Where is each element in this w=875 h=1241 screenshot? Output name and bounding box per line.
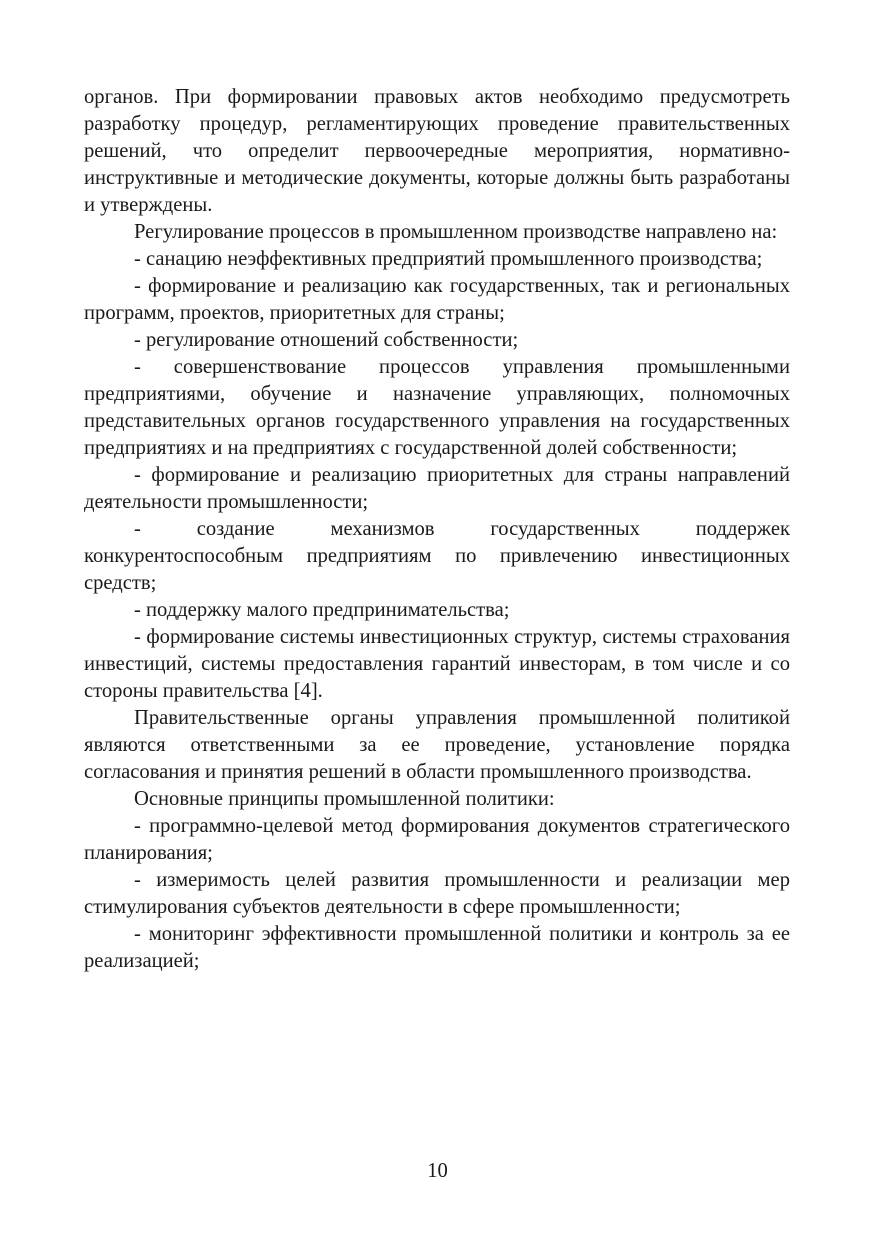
list-item: - программно-целевой метод формирования документов стратегического планирования; bbox=[84, 815, 790, 864]
paragraph-regulation-intro: Регулирование процессов в промышленном производстве направлено на: bbox=[134, 221, 778, 243]
paragraph-continuation: органов. При формировании правовых актов необходимо предусмотреть разработку процедур, регламентирующих проведение правительственных решений, что определит первоочередные мероприятия, нормативно-инструктивные и методические документы, которые должны быть разработаны и утверждены. bbox=[84, 86, 790, 216]
list-item: - санацию неэффективных предприятий промышленного производства; bbox=[134, 248, 763, 270]
list-item: - создание механизмов государственных поддержек конкурентоспособным предприятиям по привлечению инвестиционных средств; bbox=[84, 518, 790, 594]
paragraph-government-bodies: Правительственные органы управления промышленной политикой являются ответственными за ее проведение, установление порядка согласования и принятия решений в области промышленного производства. bbox=[84, 707, 790, 783]
body-text bbox=[84, 84, 790, 975]
list-item: - формирование системы инвестиционных структур, системы страхования инвестиций, системы предоставления гарантий инвесторам, в том числе и со стороны правительства [4]. bbox=[84, 626, 790, 702]
list-item: - совершенствование процессов управления промышленными предприятиями, обучение и назначение управляющих, полномочных представительных органов государственного управления на государственных предприятиях и на предприятиях с государственной долей собственности; bbox=[84, 356, 790, 459]
page-number: 10 bbox=[427, 1160, 448, 1182]
list-item: - формирование и реализацию как государственных, так и региональных программ, проектов, приоритетных для страны; bbox=[84, 275, 790, 324]
list-item: - регулирование отношений собственности; bbox=[134, 329, 519, 351]
paragraph-principles-intro: Основные принципы промышленной политики: bbox=[134, 788, 555, 810]
list-item: - измеримость целей развития промышленности и реализации мер стимулирования субъектов деятельности в сфере промышленности; bbox=[84, 869, 790, 918]
list-item: - поддержку малого предпринимательства; bbox=[134, 599, 510, 621]
list-item: - мониторинг эффективности промышленной политики и контроль за ее реализацией; bbox=[84, 923, 790, 972]
list-item: - формирование и реализацию приоритетных для страны направлений деятельности промышленности; bbox=[84, 464, 790, 513]
